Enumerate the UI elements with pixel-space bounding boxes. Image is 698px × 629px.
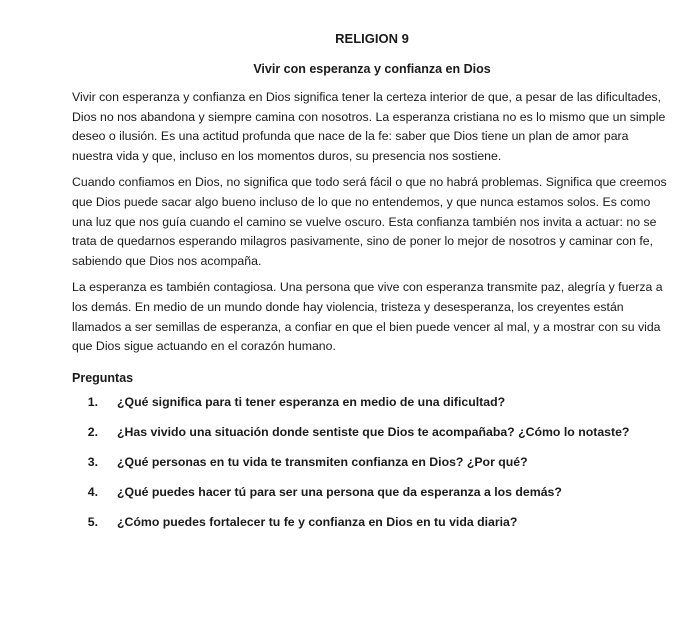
question-text: ¿Qué puedes hacer tú para ser una persona que da esperanza a los demás? — [117, 484, 562, 499]
question-item — [72, 453, 672, 471]
questions-list — [72, 393, 672, 531]
question-item — [72, 483, 672, 501]
question-text: ¿Qué significa para ti tener esperanza en medio de una dificultad? — [117, 394, 506, 409]
question-item — [72, 423, 672, 441]
question-number: 2. — [87, 424, 98, 439]
paragraph-3: La esperanza es también contagiosa. Una persona que vive con esperanza transmite paz, alegría y fuerza a los demás. En medio de un mundo donde hay violencia, tristeza y desesperanza, los creyentes están llamados a ser semillas de esperanza, a confiar en que el bien puede vencer al mal, y a mostrar con su vida que Dios sigue actuando en el corazón humano. — [72, 280, 663, 354]
document-title: RELIGION 9 — [335, 31, 409, 46]
question-number: 3. — [87, 454, 98, 469]
paragraph-1: Vivir con esperanza y confianza en Dios significa tener la certeza interior de que, a pesar de las dificultades, Dios no nos abandona y siempre camina con nosotros. La esperanza cristiana no es lo mismo que un simple deseo o ilusión. Es una actitud profunda que nace de la fe: saber que Dios tiene un plan de amor para nuestra vida y que, incluso en los momentos duros, su presencia nos sostiene. — [72, 90, 666, 163]
document-subtitle: Vivir con esperanza y confianza en Dios — [253, 62, 491, 76]
questions-heading: Preguntas — [72, 370, 134, 385]
question-number: 4. — [87, 484, 98, 499]
question-text: ¿Has vivido una situación donde sentiste que Dios te acompañaba? ¿Cómo lo notaste? — [117, 424, 630, 439]
question-item — [72, 393, 672, 411]
document-page — [72, 30, 672, 543]
question-number: 1. — [87, 394, 98, 409]
question-item — [72, 513, 672, 531]
paragraph-2: Cuando confiamos en Dios, no significa que todo será fácil o que no habrá problemas. Significa que creemos que Dios puede sacar algo bueno incluso de lo que no entendemos, y que nunca estamos solos. Es como una luz que nos guía cuando el camino se vuelve oscuro. Esta confianza también nos invita a actuar: no se trata de quedarnos esperando milagros pasivamente, sino de poner lo mejor de nosotros y caminar con fe, sabiendo que Dios nos acompaña. — [72, 175, 667, 268]
question-number: 5. — [87, 514, 98, 529]
question-text: ¿Qué personas en tu vida te transmiten confianza en Dios? ¿Por qué? — [117, 454, 528, 469]
question-text: ¿Cómo puedes fortalecer tu fe y confianza en Dios en tu vida diaria? — [117, 514, 518, 529]
